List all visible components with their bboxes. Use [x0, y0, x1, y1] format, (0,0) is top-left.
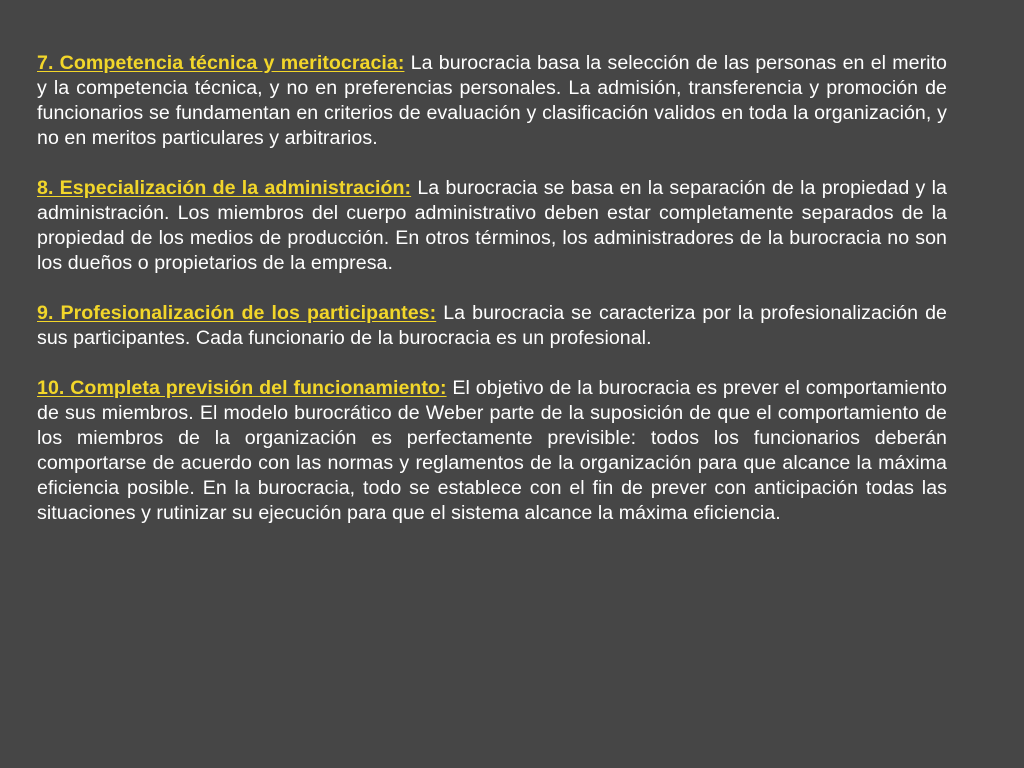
body-especializacion: La burocracia se basa en la separación de la propiedad y la administración. Los miembros del cuerpo administrativo deben estar completamente separados de la propiedad de los medios de producción. En otros términos, los administradores de la burocracia no son los dueños o propietarios de la empresa.	[37, 177, 947, 274]
body-competencia-tecnica: La burocracia basa la selección de las personas en el merito y la competencia técnica, y no en preferencias personales. La admisión, transferencia y promoción de funcionarios se fundamentan en criterios de evaluación y clasificación validos en toda la organización, y no en meritos particulares y arbitrarios.	[37, 52, 947, 149]
paragraph-especializacion	[37, 176, 947, 276]
heading-prevision: 10. Completa previsión del funcionamiento:	[37, 377, 447, 399]
paragraph-competencia-tecnica	[37, 51, 947, 151]
body-profesionalizacion: La burocracia se caracteriza por la profesionalización de sus participantes. Cada funcionario de la burocracia es un profesional.	[37, 302, 947, 349]
heading-especializacion: 8. Especialización de la administración:	[37, 177, 412, 199]
body-prevision: El objetivo de la burocracia es prever el comportamiento de sus miembros. El modelo burocrático de Weber parte de la suposición de que el comportamiento de los miembros de la organización es perfectamente previsible: todos los funcionarios deberán comportarse de acuerdo con las normas y reglamentos de la organización para que alcance la máxima eficiencia posible. En la burocracia, todo se establece con el fin de prever con anticipación todas las situaciones y rutinizar su ejecución para que el sistema alcance la máxima eficiencia.	[37, 377, 947, 524]
paragraph-profesionalizacion	[37, 301, 947, 351]
paragraph-prevision	[37, 376, 947, 526]
heading-competencia-tecnica: 7. Competencia técnica y meritocracia:	[37, 52, 405, 74]
heading-profesionalizacion: 9. Profesionalización de los participantes:	[37, 302, 437, 324]
